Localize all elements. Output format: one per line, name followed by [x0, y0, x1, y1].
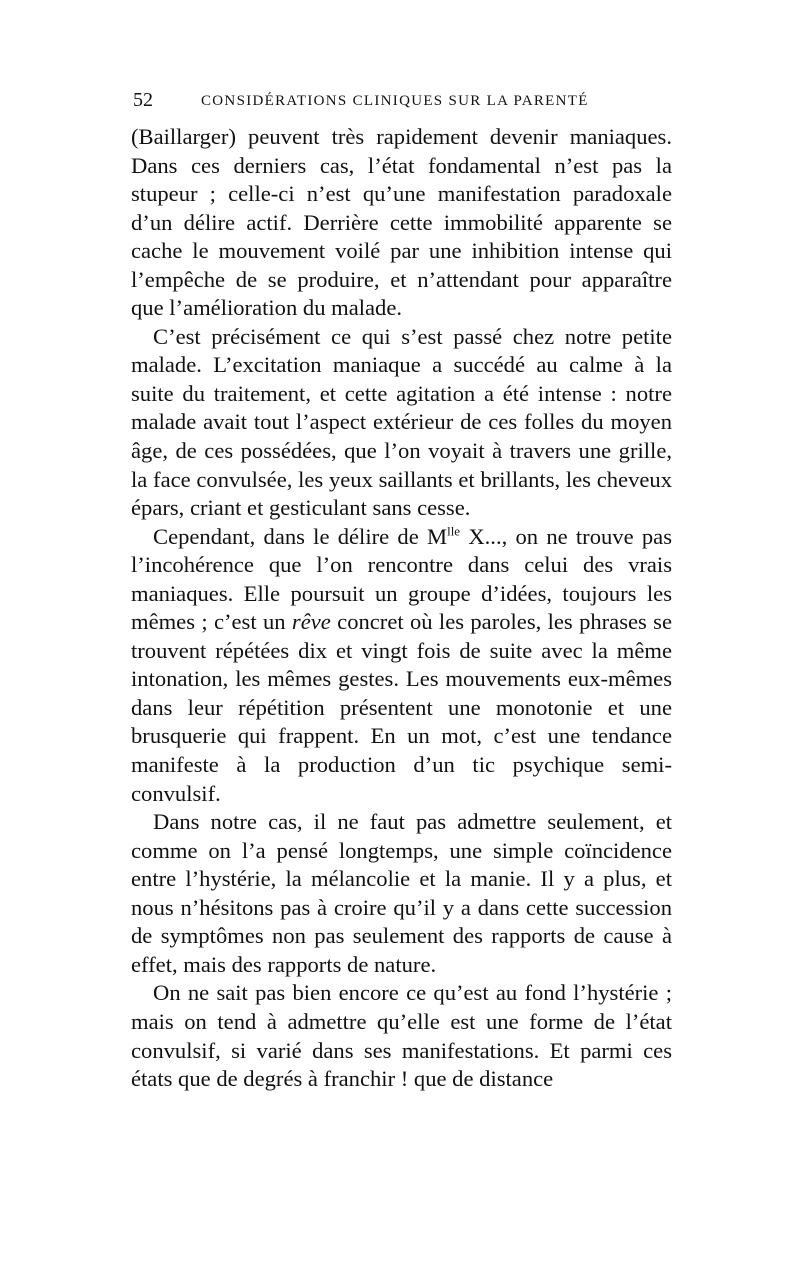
paragraph-text: concret où les paroles, les phrases se trouvent répétées dix et vingt fois de suite avec la même intonation, les mêmes gestes. Les mouvements eux-mêmes dans leur répétition présentent une monotonie et une brusquerie qui frappent. En un mot, c’est une tendance manifeste à la production d’un tic psychique semi-convulsif.: [131, 609, 672, 806]
paragraph-text: X..., on ne trouve pas l’incohérence que l’on rencontre dans celui des vrais maniaques. Elle poursuit un groupe d’idées, toujours les mêmes ; c’est un: [131, 523, 672, 635]
superscript-abbreviation: lle: [447, 523, 461, 539]
paragraph: Dans notre cas, il ne faut pas admettre seulement, et comme on l’a pensé longtemps, une simple coïncidence entre l’hystérie, la mélancolie et la manie. Il y a plus, et nous n’hésitons pas à croire qu’il y a dans cette succession de symptômes non pas seulement des rapports de cause à effet, mais des rapports de nature.: [131, 809, 672, 977]
italic-word: rêve: [291, 609, 331, 635]
paragraph: [131, 523, 672, 808]
running-title: CONSIDÉRATIONS CLINIQUES SUR LA PARENTÉ: [201, 93, 589, 109]
paragraph-continued: (Baillarger) peuvent très rapidement devenir maniaques. Dans ces derniers cas, l’état fondamental n’est pas la stupeur ; celle-ci n’est qu’une manifestation paradoxale d’un délire actif. Derrière cette immobilité apparente se cache le mouvement voilé par une inhibition intense qui l’empêche de se produire, et n’attendant pour apparaître que l’amélioration du malade.: [131, 124, 672, 321]
body-text: [131, 123, 672, 1094]
paragraph-text: Cependant, dans le délire de M: [153, 523, 448, 549]
running-head: [133, 89, 672, 115]
paragraph: On ne sait pas bien encore ce qu’est au fond l’hystérie ; mais on tend à admettre qu’elle est une forme de l’état convulsif, si varié dans ses manifestations. Et parmi ces états que de degrés à franchir ! que de distance: [131, 980, 672, 1092]
page-number: 52: [133, 89, 153, 111]
paragraph: C’est précisément ce qui s’est passé chez notre petite malade. L’excitation maniaque a succédé au calme à la suite du traitement, et cette agitation a été intense : notre malade avait tout l’aspect extérieur de ces folles du moyen âge, de ces possédées, que l’on voyait à travers une grille, la face convulsée, les yeux saillants et brillants, les cheveux épars, criant et gesticulant sans cesse.: [131, 323, 672, 521]
